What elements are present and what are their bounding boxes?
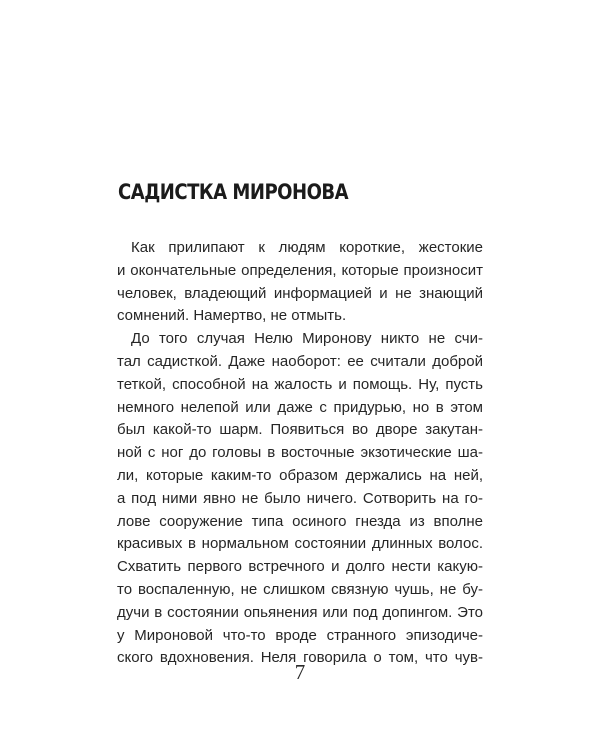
text-line-16: то воспаленную, не слишком связную чушь, не бу- xyxy=(117,580,483,598)
text-line-9: был какой-то шарм. Появиться во дворе закутан- xyxy=(117,421,483,439)
text-line-10: ной с ног до головы в восточные экзотические ша- xyxy=(117,444,483,462)
text-line-17: дучи в состоянии опьянения или под допингом. Это xyxy=(117,603,483,621)
text-line-12: а под ними явно не было ничего. Сотворить на го- xyxy=(117,489,483,507)
text-line-13: лове сооружение типа осиного гнезда из вполне xyxy=(117,512,483,530)
text-line-19: ского вдохновения. Неля говорила о том, что чув- xyxy=(117,649,483,667)
text-line-15: Схватить первого встречного и долго нести какую- xyxy=(117,558,483,576)
text-line-2: и окончательные определения, которые произносит xyxy=(117,261,483,279)
text-line-7: теткой, способной на жалость и помощь. Ну, пусть xyxy=(117,375,483,393)
text-line-3: человек, владеющий информацией и не знающий xyxy=(117,284,483,302)
text-line-1: Как прилипают к людям короткие, жестокие xyxy=(131,239,483,256)
text-line-11: ли, которые каким-то образом держались на ней, xyxy=(117,466,483,484)
text-line-14: красивых в нормальном состоянии длинных волос. xyxy=(117,535,483,553)
text-line-4: сомнений. Намертво, не отмыть. xyxy=(117,307,347,325)
text-line-5: До того случая Нелю Миронову никто не счи- xyxy=(131,330,483,348)
text-line-18: у Мироновой что-то вроде странного эпизодиче- xyxy=(117,626,483,644)
text-line-8: немного нелепой или даже с придурью, но в этом xyxy=(117,398,483,416)
page-number: 7 xyxy=(294,660,306,684)
text-line-6: тал садисткой. Даже наоборот: ее считали доброй xyxy=(117,352,483,370)
chapter-body xyxy=(117,237,483,670)
chapter-title: САДИСТКА МИРОНОВА xyxy=(118,180,349,204)
